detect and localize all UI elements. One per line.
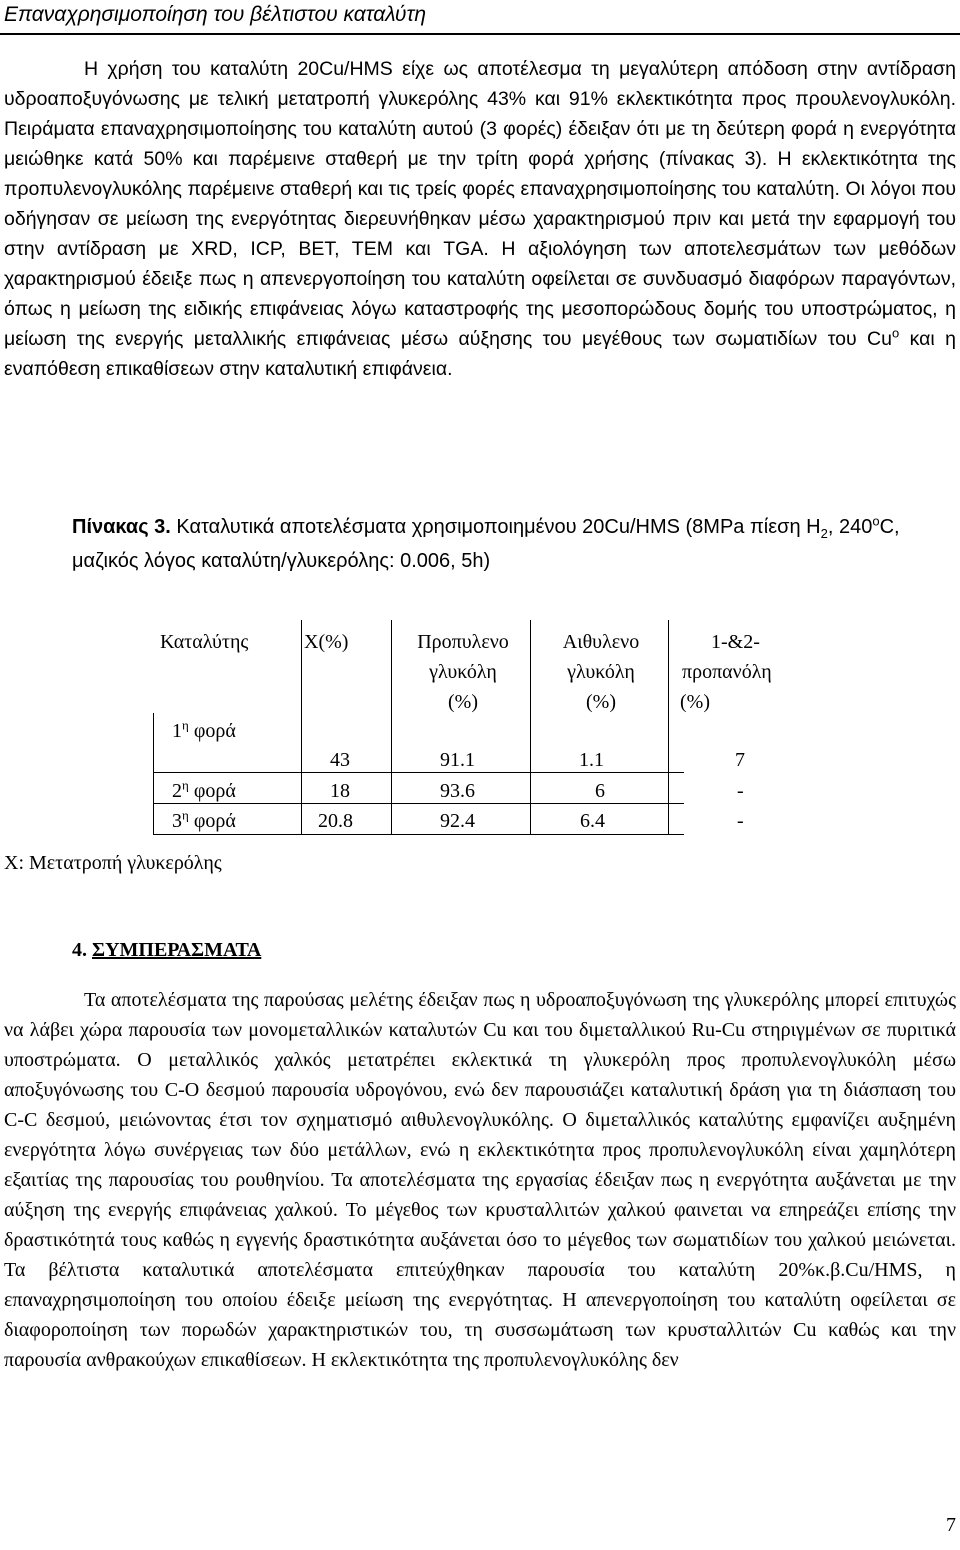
- rule-row1-label: [153, 772, 301, 773]
- row2-superscript: η: [182, 777, 189, 793]
- rule-col2: [391, 620, 392, 834]
- section-heading: [72, 935, 261, 965]
- row2-word: φορά: [188, 780, 236, 802]
- header-propanol-line1: 1-&2-: [711, 631, 760, 653]
- table-caption-text-c: C, μαζικός λόγος καταλύτη/γλυκερόλης: 0.006, 5h): [72, 516, 900, 572]
- paragraph-reuse-text-end: και η εναπόθεση επικαθίσεων στην καταλυτική επιφάνεια.: [4, 328, 956, 380]
- row2-label: [172, 776, 236, 806]
- header-rule: [0, 33, 960, 35]
- row1-superscript: η: [182, 717, 189, 733]
- section-title: ΣΥΜΠΕΡΑΣΜΑΤΑ: [92, 939, 262, 961]
- rule-row2: [153, 803, 684, 804]
- row1-conversion: 43: [330, 749, 350, 771]
- header-ethylene-glycol-line1: Αιθυλενο: [562, 631, 640, 653]
- row3-ethylene-glycol: 6.4: [580, 810, 605, 832]
- row1-ethylene-glycol: 1.1: [579, 749, 604, 771]
- row1-propanol: 7: [735, 749, 745, 771]
- paragraph-reuse: [4, 54, 956, 384]
- header-propanol-line2: προπανόλη: [682, 661, 772, 683]
- row3-propanol: -: [737, 810, 744, 832]
- degree-superscript: o: [872, 513, 880, 529]
- header-propylene-glycol-line1: Προπυλενο: [417, 631, 509, 653]
- row3-superscript: η: [182, 807, 189, 823]
- table-note: X: Μετατροπή γλυκερόλης: [4, 852, 222, 874]
- section-number: 4.: [72, 939, 87, 961]
- page-number: 7: [946, 1514, 956, 1536]
- rule-row3: [153, 834, 684, 835]
- table-caption: [72, 510, 952, 578]
- rule-col1: [301, 620, 302, 834]
- row1-propylene-glycol: 91.1: [440, 749, 475, 771]
- row1-number: 1: [172, 720, 182, 742]
- row3-number: 3: [172, 810, 182, 832]
- rule-row1-values: [301, 772, 684, 773]
- row3-label: [172, 806, 236, 836]
- header-propylene-glycol-line2: γλυκόλη: [429, 661, 497, 683]
- row2-conversion: 18: [330, 780, 350, 802]
- paragraph-conclusions-text: Τα αποτελέσματα της παρούσας μελέτης έδειξαν πως η υδροαποξυγόνωση της γλυκερόλης μπορεί επιτυχώς να λάβει χώρα παρουσία των μονομεταλλικών καταλυτών Cu και του διμεταλλικού Ru-Cu στηριγμένων σε πυριτικά υποστρώματα. Ο μεταλλικός χαλκός μετατρέπει εκλεκτικά τη γλυκερόλη προς προπυλενογλυκόλη μέσω αποξυγόνωσης του C-O δεσμού παρουσία υδρογόνου, ενώ δεν παρουσιάζει καταλυτική δράση για τη διάσπαση του C-C δεσμού, μειώνοντας έτσι τον σχηματισμό αιθυλενογλυκόλης. Ο διμεταλλικός καταλύτης εμφανίζει αυξημένη ενεργότητα λόγω συνέργειας των δύο μετάλλων, ενώ η εκλεκτικότητα προς προπυλενογλυκόλη είναι χαμηλότερη εξαιτίας της παρουσίας του ρουθηνίου. Τα αποτελέσματα της εργασίας έδειξαν πως η ενεργότητα αυξάνεται με την αύξηση της ενεργής επιφάνειας χαλκού. Το μέγεθος των κρυσταλλιτών χαλκού φαινεται να επηρεάζει επίσης την δραστικότητά τους καθώς η εγγενής δραστικότητα αυξάνεται όσο το μέγεθος των σωματιδίων του χαλκού μειώνεται. Τα βέλτιστα καταλυτικά αποτελέσματα επιτεύχθηκαν παρουσία του καταλύτη 20%κ.β.Cu/HMS, η επαναχρησιμοποίηση του οποίου έδειξε μείωση της ενεργότητας. Η απενεργοποίηση του καταλύτη οφείλεται σε διαφοροποίηση των πορωδών χαρακτηριστικών του, τη συσσωμάτωση των κρυσταλλιτών Cu καθώς και την παρουσία ανθρακούχων επικαθίσεων. Η εκλεκτικότητα της προπυλενογλυκόλης δεν: [4, 989, 956, 1371]
- header-conversion: X(%): [304, 631, 349, 653]
- row2-number: 2: [172, 780, 182, 802]
- row1-word: φορά: [188, 720, 236, 742]
- rule-col3: [530, 620, 531, 834]
- header-catalyst: Καταλύτης: [160, 631, 249, 653]
- row2-ethylene-glycol: 6: [595, 780, 605, 802]
- row3-propylene-glycol: 92.4: [440, 810, 475, 832]
- table-caption-text-b: , 240: [827, 516, 873, 538]
- header-ethylene-glycol-line2: γλυκόλη: [567, 661, 635, 683]
- header-ethylene-glycol-line3: (%): [586, 691, 616, 713]
- row2-propanol: -: [737, 780, 744, 802]
- header-propanol: [676, 627, 806, 717]
- degree-superscript: o: [891, 325, 900, 341]
- running-header: Επαναχρησιμοποίηση του βέλτιστου καταλύτη: [4, 3, 426, 26]
- table-caption-text-a: Καταλυτικά αποτελέσματα χρησιμοποιημένου 20Cu/HMS (8MPa πίεση H: [170, 516, 821, 538]
- paragraph-conclusions: [4, 985, 956, 1375]
- row1-label: [172, 716, 236, 746]
- rule-col4: [668, 620, 669, 834]
- row3-conversion: 20.8: [318, 810, 353, 832]
- header-propylene-glycol-line3: (%): [448, 691, 478, 713]
- header-propylene-glycol: [398, 627, 528, 717]
- header-ethylene-glycol: [536, 627, 666, 717]
- h2-subscript: 2: [820, 526, 828, 541]
- row3-word: φορά: [188, 810, 236, 832]
- paragraph-reuse-text: Η χρήση του καταλύτη 20Cu/HMS είχε ως αποτέλεσμα τη μεγαλύτερη απόδοση στην αντίδραση υδροαποξυγόνωσης με τελική μετατροπή γλυκερόλης 43% και 91% εκλεκτικότητα προς προυλενογλυκόλη. Πειράματα επαναχρησιμοποίησης του καταλύτη αυτού (3 φορές) έδειξαν ότι με τη δεύτερη φορά η ενεργότητα μειώθηκε κατά 50% και παρέμεινε σταθερή με την τρίτη φορά χρήσης (πίνακας 3). Η εκλεκτικότητα της προπυλενογλυκόλης παρέμεινε σταθερή και τις τρείς φορές επαναχρησιμοποίησης του καταλύτη. Οι λόγοι που οδήγησαν σε μείωση της ενεργότητας διερευνήθηκαν μέσω χαρακτηρισμού πριν και μετά την εφαρμογή του στην αντίδραση με XRD, ICP, BET, TEM και TGA. Η αξιολόγηση των αποτελεσμάτων των μεθόδων χαρακτηρισμού έδειξε πως η απενεργοποίηση του καταλύτη οφείλεται σε συνδυασμό διαφόρων παραγόντων, όπως η μείωση της ειδικής επιφάνειας λόγω καταστροφής της μεσοπορώδους δομής του υποστρώματος, η μείωση της ενεργής μεταλλικής επιφάνειας μέσω αύξησης του μεγέθους των σωματιδίων του Cu: [4, 58, 956, 350]
- table-caption-label: Πίνακας 3.: [72, 516, 171, 538]
- row2-propylene-glycol: 93.6: [440, 780, 475, 802]
- header-propanol-line3: (%): [680, 691, 710, 713]
- rule-left: [153, 713, 154, 834]
